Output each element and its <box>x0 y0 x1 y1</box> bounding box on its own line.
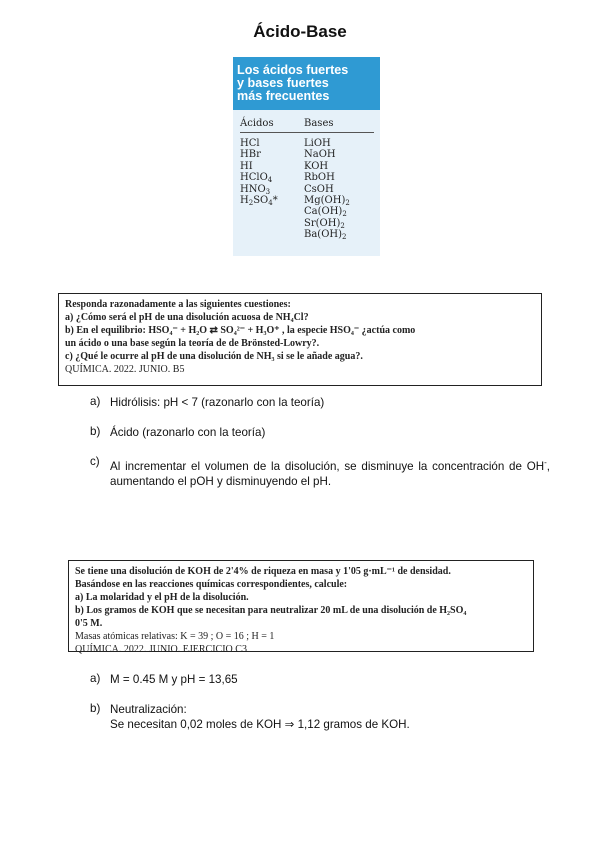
question-line: b) Los gramos de KOH que se necesitan para neutralizar 20 mL de una disolución de H₂SO₄ <box>75 605 467 616</box>
base-item: $Mg(OH)_2$ <box>304 194 350 207</box>
banner-line: y bases fuertes <box>237 76 329 90</box>
bases-list <box>304 138 374 241</box>
answers-1 <box>90 395 550 504</box>
question-a: a) ¿Cómo será el pH de una disolución acuosa de NH₄Cl? <box>65 312 309 323</box>
banner-line: Los ácidos fuertes <box>237 63 349 77</box>
question-b-cont: un ácido o una base según la teoría de de Brönsted-Lowry?. <box>65 338 320 349</box>
acid-item: $HNO_3$ <box>240 183 271 196</box>
answer-label: b) <box>90 425 101 438</box>
question-b: b) En el equilibrio: HSO₄⁻ + H₂O ⇄ SO₄²⁻ + H₃O⁺ , la especie HSO₄⁻ ¿actúa como <box>65 325 416 336</box>
acids-header: Ácidos <box>240 118 274 129</box>
answer-item <box>90 702 550 732</box>
answer-label: a) <box>90 672 101 685</box>
question-line: a) La molaridad y el pH de la disolución. <box>75 592 249 603</box>
base-item: KOH <box>304 160 329 172</box>
answer-label: c) <box>90 455 100 468</box>
acid-item: HBr <box>240 149 261 161</box>
base-item: $Ba(OH)_2$ <box>304 229 347 242</box>
base-item: CsOH <box>304 183 334 195</box>
base-item: $Ca(OH)_2$ <box>304 206 347 219</box>
base-item: NaOH <box>304 149 336 161</box>
figure-banner <box>233 57 380 110</box>
answer-item <box>90 455 550 489</box>
acid-item: HCl <box>240 138 260 149</box>
question-line: Se tiene una disolución de KOH de 2'4% de riqueza en masa y 1'05 g·mL⁻¹ de densidad. <box>75 566 451 577</box>
question-intro: Responda razonadamente a las siguientes cuestiones: <box>65 299 291 310</box>
answer-label: b) <box>90 702 101 715</box>
question-c: c) ¿Qué le ocurre al pH de una disolución de NH₃ si se le añade agua?. <box>65 351 363 362</box>
question-source: QUÍMICA. 2022. JUNIO. EJERCICIO C3 <box>75 644 247 655</box>
bases-header: Bases <box>304 118 334 129</box>
base-item: $Sr(OH)_2$ <box>304 217 345 230</box>
acids-list <box>240 138 304 241</box>
answer-label: a) <box>90 395 101 408</box>
answers-2 <box>90 672 550 747</box>
page-title: Ácido-Base <box>253 22 347 41</box>
question-line: Basándose en las reacciones químicas correspondientes, calcule: <box>75 579 348 590</box>
answer-text: Ácido (razonarlo con la teoría) <box>110 426 266 439</box>
acid-item: HI <box>240 160 253 172</box>
answer-item <box>90 395 550 410</box>
answer-text: Se necesitan 0,02 moles de KOH ⇒ 1,12 gramos de KOH. <box>110 718 410 731</box>
question-box-1 <box>58 293 542 386</box>
answer-heading: Neutralización: <box>110 703 187 716</box>
question-box-2 <box>68 560 534 655</box>
answer-text: Al incrementar el volumen de la disolución, se disminuye la concentración de OH-, aumentando el pOH y disminuyendo el pH. <box>110 458 550 488</box>
acid-item: $H_2SO_4*$ <box>240 194 278 207</box>
base-item: RbOH <box>304 172 335 184</box>
answer-item <box>90 672 550 687</box>
answer-text: M = 0.45 M y pH = 13,65 <box>110 673 238 686</box>
base-item: LiOH <box>304 138 331 149</box>
question-line: 0'5 M. <box>75 618 103 629</box>
answer-text-block <box>110 702 550 732</box>
acid-item: HClO$_4$ <box>240 172 273 185</box>
question-line: Masas atómicas relativas: K = 39 ; O = 16 ; H = 1 <box>75 631 275 642</box>
question-source: QUÍMICA. 2022. JUNIO. B5 <box>65 364 185 375</box>
answer-text: Hidrólisis: pH < 7 (razonarlo con la teoría) <box>110 396 325 409</box>
answer-item <box>90 425 550 440</box>
acid-base-table-figure <box>233 57 380 256</box>
banner-line: más frecuentes <box>237 89 330 103</box>
